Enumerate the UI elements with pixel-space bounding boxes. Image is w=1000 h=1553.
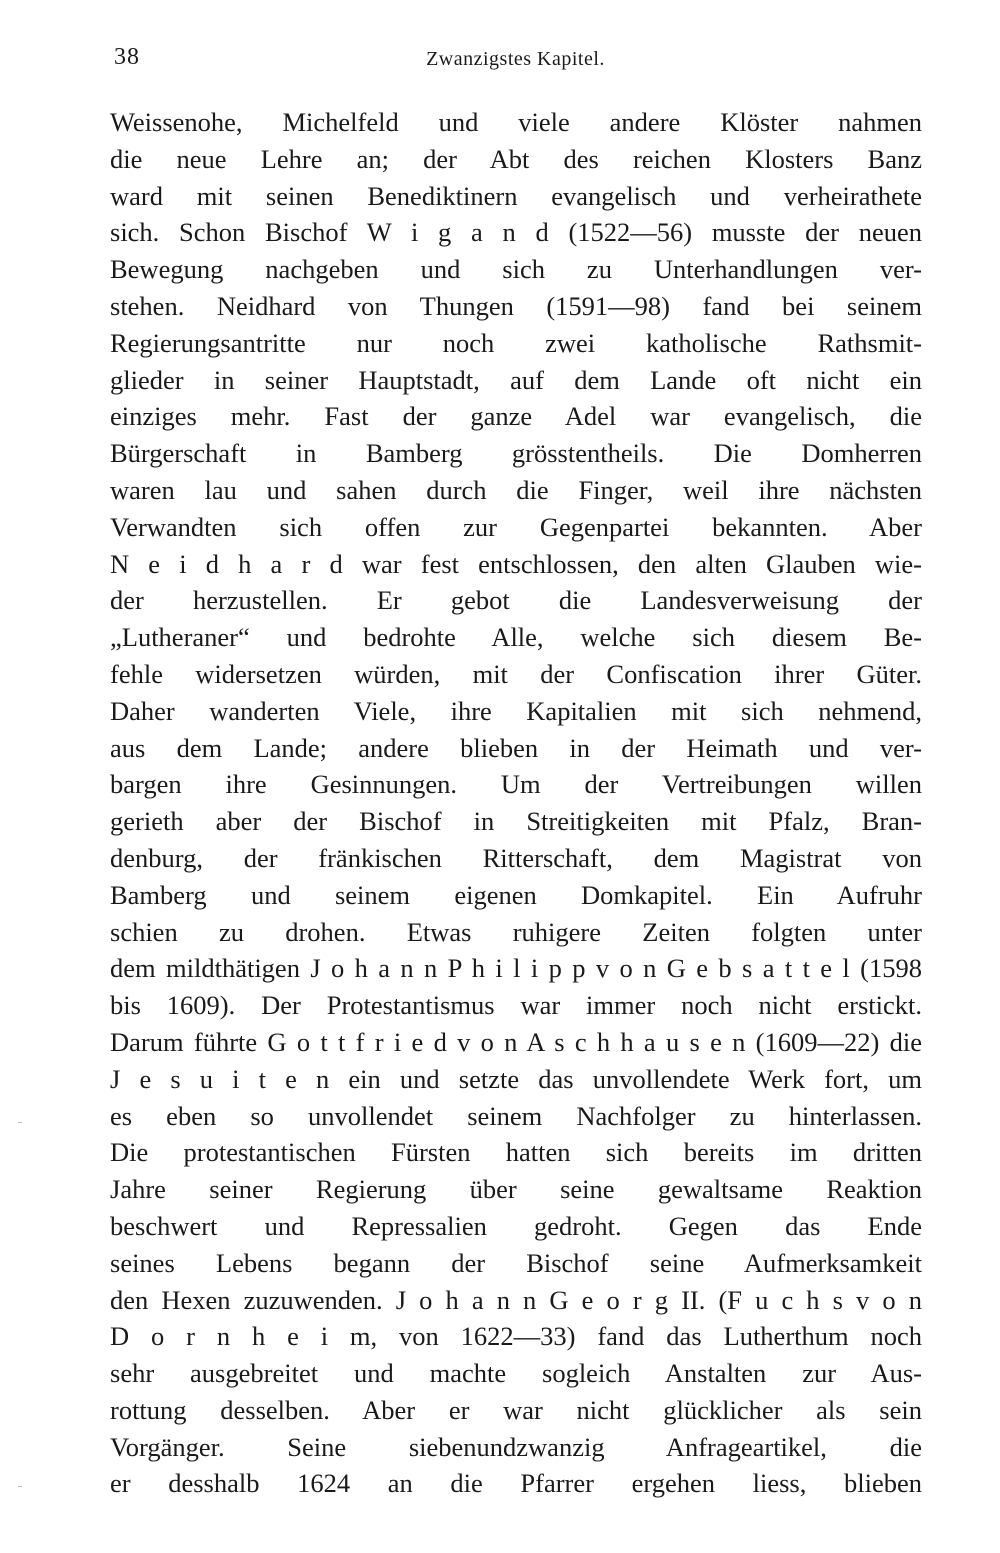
text-line: Bürgerschaft in Bamberg grösstentheils. Die Domherren xyxy=(110,438,922,469)
text-line: die neue Lehre an; der Abt des reichen Klosters Banz xyxy=(110,143,922,174)
text-line: er desshalb 1624 an die Pfarrer ergehen liess, blieben xyxy=(110,1468,922,1499)
text-line: der herzustellen. Er gebot die Landesverweisung der xyxy=(110,585,922,616)
text-line: gerieth aber der Bischof in Streitigkeiten mit Pfalz, Bran- xyxy=(110,806,922,837)
margin-mark xyxy=(18,1122,22,1123)
text-line: sich. Schon Bischof W i g a n d (1522—56) musste der neuen xyxy=(110,217,922,248)
text-line: dem mildthätigen J o h a n n P h i l i p p v o n G e b s a t t e l (1598 xyxy=(110,953,922,984)
text-line: bargen ihre Gesinnungen. Um der Vertreibungen willen xyxy=(110,769,922,800)
text-line: es eben so unvollendet seinem Nachfolger zu hinterlassen. xyxy=(110,1100,922,1131)
text-line: Regierungsantritte nur noch zwei katholische Rathsmit- xyxy=(110,327,922,358)
text-line: Bewegung nachgeben und sich zu Unterhandlungen ver- xyxy=(110,254,922,285)
text-line: Bamberg und seinem eigenen Domkapitel. Ein Aufruhr xyxy=(110,879,922,910)
text-line: sehr ausgebreitet und machte sogleich Anstalten zur Aus- xyxy=(110,1358,922,1389)
running-head xyxy=(108,44,923,76)
text-line: Verwandten sich offen zur Gegenpartei bekannten. Aber xyxy=(110,511,922,542)
text-line: Weissenohe, Michelfeld und viele andere Klöster nahmen xyxy=(110,107,922,137)
text-line: einziges mehr. Fast der ganze Adel war evangelisch, die xyxy=(110,401,922,432)
text-line: stehen. Neidhard von Thungen (1591—98) fand bei seinem xyxy=(110,290,922,321)
text-line: Vorgänger. Seine siebenundzwanzig Anfrageartikel, die xyxy=(110,1431,922,1462)
body-text xyxy=(110,104,922,1502)
margin-mark xyxy=(18,1486,22,1487)
text-line: fehle widersetzen würden, mit der Confiscation ihrer Güter. xyxy=(110,658,922,689)
text-line: Jahre seiner Regierung über seine gewaltsame Reaktion xyxy=(110,1174,922,1205)
text-line: Daher wanderten Viele, ihre Kapitalien mit sich nehmend, xyxy=(110,695,922,726)
text-line: rottung desselben. Aber er war nicht glücklicher als sein xyxy=(110,1394,922,1425)
text-line: beschwert und Repressalien gedroht. Gegen das Ende xyxy=(110,1210,922,1241)
text-line: den Hexen zuzuwenden. J o h a n n G e o r g II. (F u c h s v o n xyxy=(110,1284,922,1315)
text-line: waren lau und sahen durch die Finger, weil ihre nächsten xyxy=(110,474,922,505)
text-line: bis 1609). Der Protestantismus war immer noch nicht erstickt. xyxy=(110,990,922,1021)
text-line: D o r n h e i m, von 1622—33) fand das Lutherthum noch xyxy=(110,1321,922,1352)
page-number: 38 xyxy=(114,44,140,70)
text-line: Darum führte G o t t f r i e d v o n A s c h h a u s e n (1609—22) die xyxy=(110,1026,922,1057)
text-line: aus dem Lande; andere blieben in der Heimath und ver- xyxy=(110,732,922,763)
text-line: J e s u i t e n ein und setzte das unvollendete Werk fort, um xyxy=(110,1063,922,1094)
text-line: Die protestantischen Fürsten hatten sich bereits im dritten xyxy=(110,1137,922,1168)
text-line: „Lutheraner“ und bedrohte Alle, welche sich diesem Be- xyxy=(110,622,922,653)
chapter-title: Zwanzigstes Kapitel. xyxy=(426,48,605,70)
text-line: seines Lebens begann der Bischof seine Aufmerksamkeit xyxy=(110,1247,922,1278)
text-line: ward mit seinen Benediktinern evangelisch und verheirathete xyxy=(110,180,922,211)
text-line: schien zu drohen. Etwas ruhigere Zeiten folgten unter xyxy=(110,916,922,947)
text-line: N e i d h a r d war fest entschlossen, den alten Glauben wie- xyxy=(110,548,922,579)
text-line: denburg, der fränkischen Ritterschaft, dem Magistrat von xyxy=(110,842,922,873)
text-line: glieder in seiner Hauptstadt, auf dem Lande oft nicht ein xyxy=(110,364,922,395)
